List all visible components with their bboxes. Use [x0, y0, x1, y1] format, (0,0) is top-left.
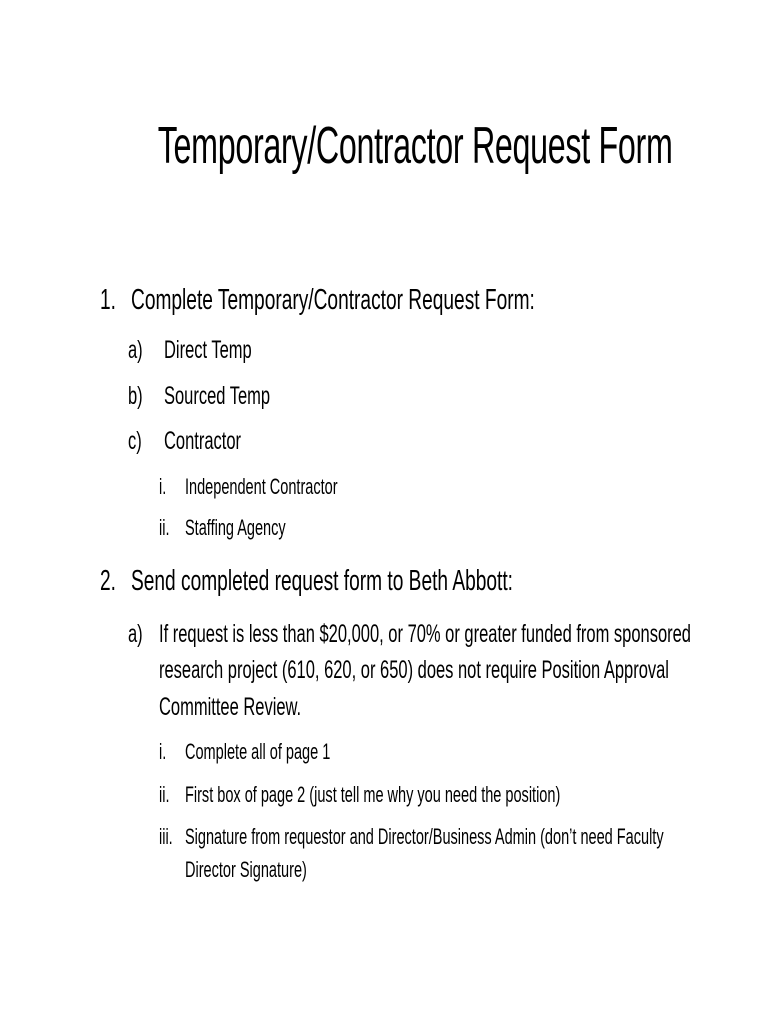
item-text: Independent Contractor [185, 474, 338, 499]
item-number: 1. [100, 284, 116, 316]
list-item-2a-iii-line-2 [185, 857, 370, 883]
item-label: a) [128, 620, 143, 648]
item-label: b) [128, 382, 143, 410]
item-label: ii. [159, 782, 170, 807]
item-label: c) [128, 427, 142, 455]
item-text-line-2: Director Signature) [185, 857, 307, 882]
item-text: First box of page 2 (just tell me why you need the position) [185, 782, 561, 807]
list-item-2a-line-2 [159, 656, 770, 685]
item-text: Contractor [164, 427, 242, 455]
list-item-2a-line-3 [159, 693, 374, 722]
item-text: Staffing Agency [185, 515, 286, 540]
item-number: 2. [100, 565, 116, 597]
item-text-line-2: research project (610, 620, or 650) does not require Position Approval [159, 656, 669, 684]
page-title: Temporary/Contractor Request Form [157, 117, 673, 175]
item-text-line-1: If request is less than $20,000, or 70% or greater funded from sponsored [159, 620, 691, 648]
item-text: Direct Temp [164, 336, 252, 364]
item-text: Send completed request form to Beth Abbott: [131, 565, 513, 597]
item-label: ii. [159, 515, 170, 540]
item-label: a) [128, 336, 143, 364]
item-text: Sourced Temp [164, 382, 271, 410]
item-text: Complete all of page 1 [185, 739, 331, 764]
item-text-line-3: Committee Review. [159, 693, 302, 721]
item-label: i. [159, 474, 167, 499]
item-text: Complete Temporary/Contractor Request Form: [131, 284, 535, 316]
item-label: iii. [159, 824, 173, 849]
item-text-line-1: Signature from requestor and Director/Business Admin (don’t need Faculty [185, 824, 664, 849]
item-label: i. [159, 739, 167, 764]
